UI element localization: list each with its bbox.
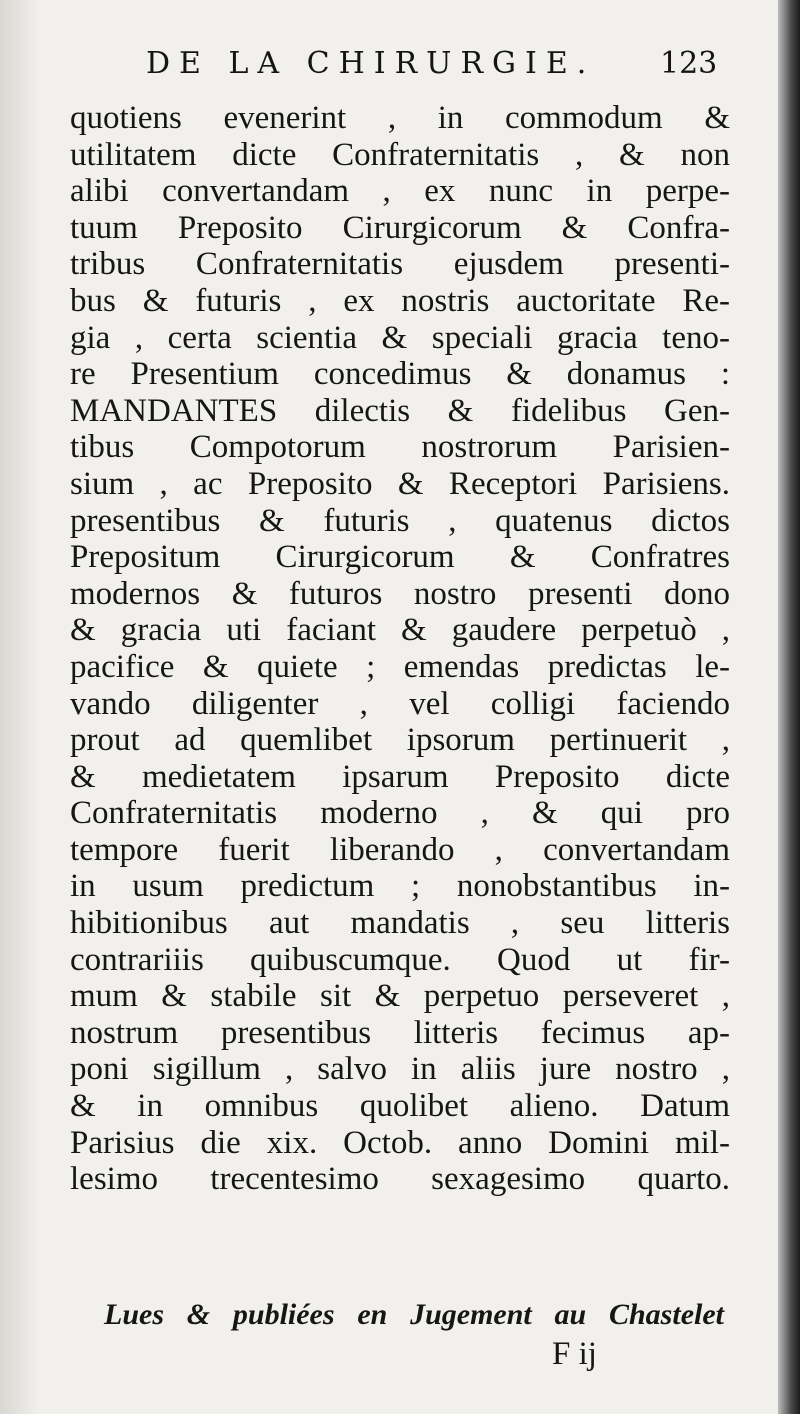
scan-edge-shadow bbox=[778, 0, 800, 1414]
text-line: & gracia uti faciant & gaudere perpetuò , bbox=[70, 612, 730, 649]
text-line: sium , ac Preposito & Receptori Parisiens. bbox=[70, 465, 730, 502]
running-title: DE LA CHIRURGIE. bbox=[146, 46, 596, 81]
text-line: MANDANTES dilectis & fidelibus Gen- bbox=[70, 392, 730, 429]
text-line: hibitionibus aut mandatis , seu litteris bbox=[70, 905, 730, 942]
text-line: mum & stabile sit & perpetuo perseveret , bbox=[70, 978, 730, 1015]
text-line: & in omnibus quolibet alieno. Datum bbox=[70, 1088, 730, 1125]
proclamation-line: Lues & publiées en Jugement au Chastelet bbox=[104, 1298, 724, 1331]
text-line: Prepositum Cirurgicorum & Confratres bbox=[70, 539, 730, 576]
text-line: utilitatem dicte Confraternitatis , & non bbox=[70, 136, 730, 173]
text-line: tibus Compotorum nostrorum Parisien- bbox=[70, 429, 730, 466]
text-line: tribus Confraternitatis ejusdem presenti- bbox=[70, 246, 730, 283]
text-line: gia , certa scientia & speciali gracia teno- bbox=[70, 319, 730, 356]
text-line: lesimo trecentesimo sexagesimo quarto. bbox=[70, 1161, 730, 1198]
text-line: pacifice & quiete ; emendas predictas le- bbox=[70, 648, 730, 685]
page-number: 123 bbox=[660, 46, 718, 81]
text-line: re Presentium concedimus & donamus : bbox=[70, 356, 730, 393]
text-line: tempore fuerit liberando , convertandam bbox=[70, 831, 730, 868]
text-line: Confraternitatis moderno , & qui pro bbox=[70, 795, 730, 832]
text-line: alibi convertandam , ex nunc in perpe- bbox=[70, 173, 730, 210]
text-line: nostrum presentibus litteris fecimus ap- bbox=[70, 1014, 730, 1051]
text-line: in usum predictum ; nonobstantibus in- bbox=[70, 868, 730, 905]
text-line: quotiens evenerint , in commodum & bbox=[70, 100, 730, 136]
text-line: contrariiis quibuscumque. Quod ut fir- bbox=[70, 941, 730, 978]
text-line: vando diligenter , vel colligi faciendo bbox=[70, 685, 730, 722]
body-text bbox=[70, 100, 730, 1198]
signature-mark: F ij bbox=[552, 1336, 597, 1372]
text-line: modernos & futuros nostro presenti dono bbox=[70, 575, 730, 612]
text-line: prout ad quemlibet ipsorum pertinuerit , bbox=[70, 722, 730, 759]
text-line: & medietatem ipsarum Preposito dicte bbox=[70, 758, 730, 795]
text-line: presentibus & futuris , quatenus dictos bbox=[70, 502, 730, 539]
page-gutter-shadow bbox=[0, 0, 40, 1414]
running-head bbox=[0, 46, 778, 96]
text-line: tuum Preposito Cirurgicorum & Confra- bbox=[70, 209, 730, 246]
text-line: bus & futuris , ex nostris auctoritate Re- bbox=[70, 282, 730, 319]
text-line: poni sigillum , salvo in aliis jure nostro , bbox=[70, 1051, 730, 1088]
text-line: Parisius die xix. Octob. anno Domini mil- bbox=[70, 1124, 730, 1161]
